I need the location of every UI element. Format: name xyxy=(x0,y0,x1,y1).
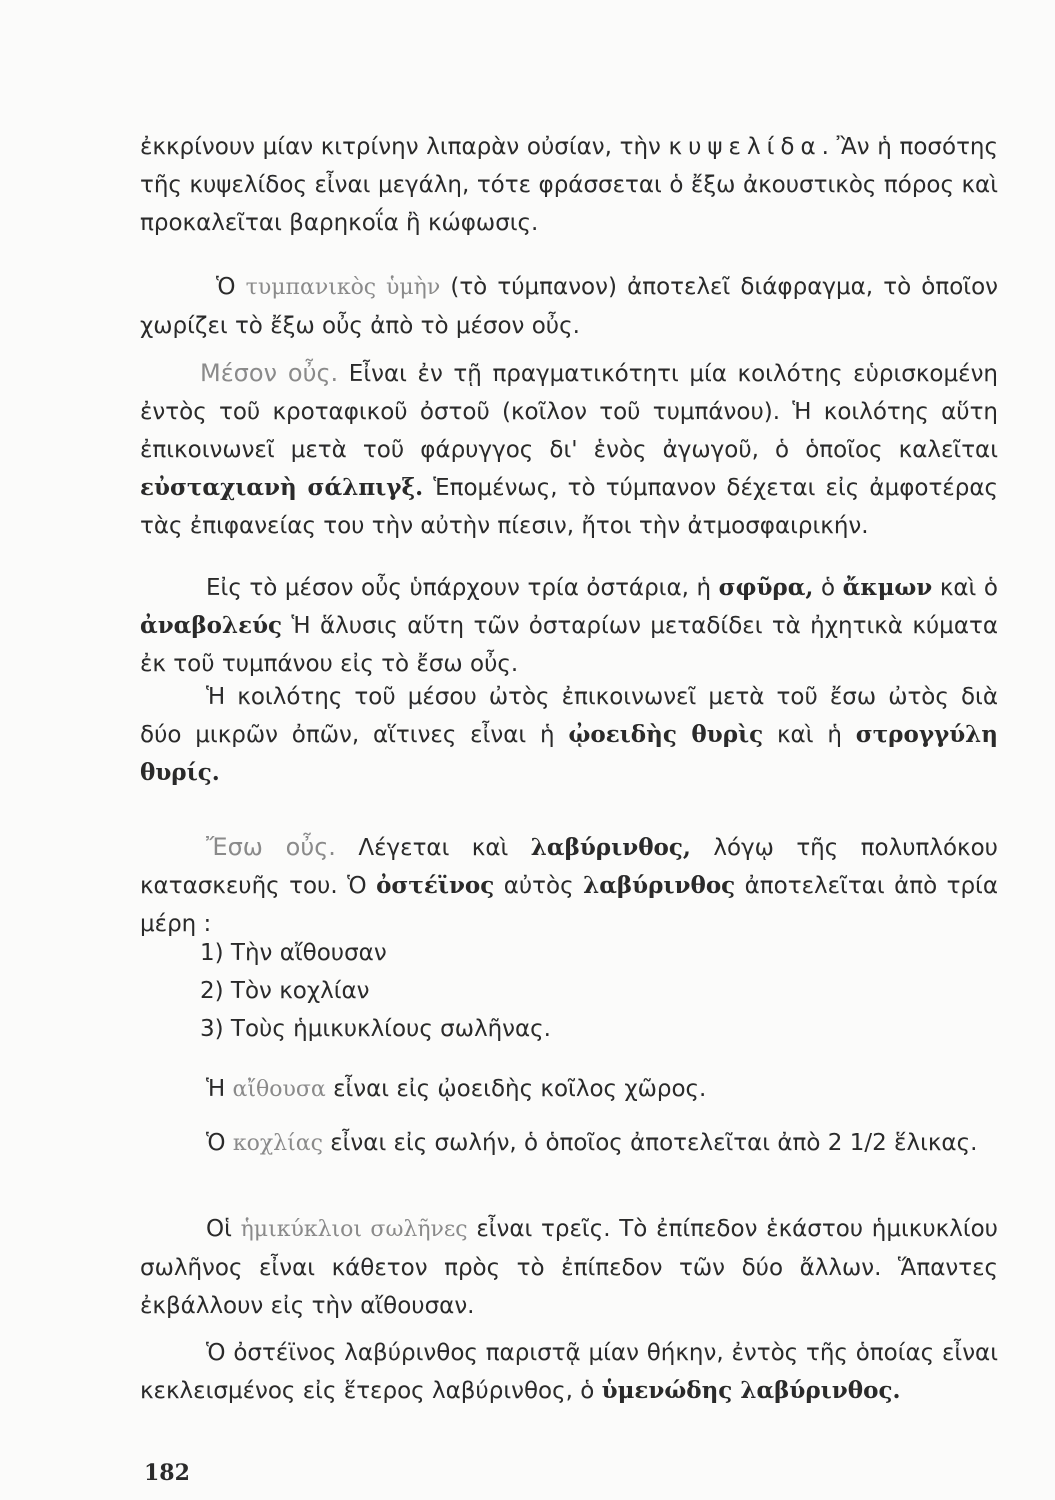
text: Ἑπομένως, τὸ τύμπανον δέχεται εἰς ἀμφοτέρας τὰς ἐπιφανείας του τὴν αὐτὴν πίεσιν, ἤτοι τὴν ἀτμοσφαιρικήν. xyxy=(140,475,998,539)
bold-term: εὐσταχιανὴ σάλπιγξ. xyxy=(140,474,424,501)
text: καὶ ὁ xyxy=(932,575,998,601)
paragraph-eardrum xyxy=(140,268,998,345)
text: Ὁ xyxy=(216,274,246,300)
bold-term: ὀστέϊνος xyxy=(376,872,495,899)
bold-term: λαβύρινθος xyxy=(583,872,736,899)
page-number: 182 xyxy=(144,1460,190,1486)
section-heading-inner-ear: Ἔσω οὖς. xyxy=(206,833,336,861)
paragraph-membranous xyxy=(140,1334,998,1410)
text: Ἡ κοιλότης τοῦ μέσου ὠτὸς ἐπικοινωνεῖ μετὰ τοῦ ἔσω ὠτὸς διὰ δύο μικρῶν ὀπῶν, αἵτινες εἶναι ἡ xyxy=(140,684,998,748)
term-label: τυμπανικὸς ὑμὴν xyxy=(245,275,441,300)
parts-list xyxy=(200,934,551,1048)
text: εἶναι τρεῖς. Τὸ ἐπίπεδον ἑκάστου ἡμικυκλίου σωλῆνος εἶναι κάθετον πρὸς τὸ ἐπίπεδον τῶν δύο ἄλλων. Ἅπαντες ἐκβάλλουν εἰς τὴν αἴθουσαν. xyxy=(140,1216,998,1319)
text: λόγῳ τῆς πολυπλόκου κατασκευῆς του. Ὁ xyxy=(140,835,998,899)
list-item: 1) Τὴν αἴθουσαν xyxy=(200,940,387,966)
paragraph-vestibule xyxy=(140,1070,998,1109)
text: ἀποτελεῖται ἀπὸ τρία μέρη : xyxy=(140,873,998,937)
text: Ἡ ἅλυσις αὕτη τῶν ὀσταρίων μεταδίδει τὰ ἠχητικὰ κύματα ἐκ τοῦ τυμπάνου εἰς τὸ ἔσω οὖς. xyxy=(140,613,998,677)
bold-term: λαβύρινθος, xyxy=(530,834,691,861)
bold-term: ᾠοειδὴς θυρὶς xyxy=(568,721,764,748)
paragraph-inner-ear xyxy=(140,828,998,943)
section-heading-middle-ear: Μέσον οὖς. xyxy=(200,359,339,387)
text: ὁ xyxy=(813,575,843,601)
text: Ἡ xyxy=(206,1076,233,1102)
paragraph-middle-ear xyxy=(140,354,998,545)
text: . Ἂν ἡ ποσότης τῆς κυψελίδος εἶναι μεγάλη, τότε φράσσεται ὁ ἔξω ἀκουστικὸς πόρος καὶ προκαλεῖται βαρηκοΐα ἢ κώφωσις. xyxy=(140,134,998,236)
paragraph-ossicles xyxy=(140,569,998,683)
bold-term: ἄκμων xyxy=(842,574,933,601)
bold-term: ἀναβολεύς xyxy=(140,612,283,639)
text: Εἰς τὸ μέσον οὖς ὑπάρχουν τρία ὀστάρια, ἡ xyxy=(206,575,719,601)
spaced-term: κυψελίδα xyxy=(668,134,822,160)
paragraph-cerumen xyxy=(140,128,998,242)
text: Οἱ xyxy=(206,1216,241,1242)
text: καὶ ἡ xyxy=(763,722,856,748)
text: ἐκκρίνουν μίαν κιτρίνην λιπαρὰν οὐσίαν, τὴν xyxy=(140,134,669,160)
text: Ὁ ὀστέϊνος λαβύρινθος παριστᾷ μίαν θήκην, ἐντὸς τῆς ὁποίας εἶναι κεκλεισμένος εἰς ἕτερος λαβύρινθος, ὁ xyxy=(140,1340,998,1404)
bold-term: στρογγύλη θυρίς. xyxy=(140,721,998,786)
term-label: κοχλίας xyxy=(232,1131,323,1156)
term-label: αἴθουσα xyxy=(232,1077,326,1102)
text: (τὸ τύμπανον) ἀποτελεῖ διάφραγμα, τὸ ὁποῖον χωρίζει τὸ ἔξω οὖς ἀπὸ τὸ μέσον οὖς. xyxy=(140,274,998,339)
text: Λέγεται καὶ xyxy=(335,835,531,861)
text: εἶναι εἰς ᾠοειδὴς κοῖλος χῶρος. xyxy=(325,1076,707,1102)
text: Ὁ xyxy=(206,1130,233,1156)
text: Εἶναι ἐν τῇ πραγματικότητι μία κοιλότης εὑρισκομένη ἐντὸς τοῦ κροταφικοῦ ὀστοῦ (κοῖλον τοῦ τυμπάνου). Ἡ κοιλότης αὕτη ἐπικοινωνεῖ μετὰ τοῦ φάρυγγος δι' ἑνὸς ἀγωγοῦ, ὁ ὁποῖος καλεῖται xyxy=(140,361,998,463)
bold-term: σφῦρα, xyxy=(718,574,814,601)
paragraph-canals xyxy=(140,1210,998,1325)
paragraph-cochlea xyxy=(140,1124,998,1163)
term-label: ἡμικύκλιοι σωλῆνες xyxy=(240,1217,468,1242)
list-item: 3) Τοὺς ἡμικυκλίους σωλῆνας. xyxy=(200,1016,551,1042)
text: αὐτὸς xyxy=(494,873,584,899)
list-item: 2) Τὸν κοχλίαν xyxy=(200,978,370,1004)
bold-term: ὑμενώδης λαβύρινθος. xyxy=(601,1377,901,1404)
text: εἶναι εἰς σωλήν, ὁ ὁποῖος ἀποτελεῖται ἀπὸ 2 1/2 ἕλικας. xyxy=(322,1130,978,1156)
paragraph-windows xyxy=(140,678,998,792)
